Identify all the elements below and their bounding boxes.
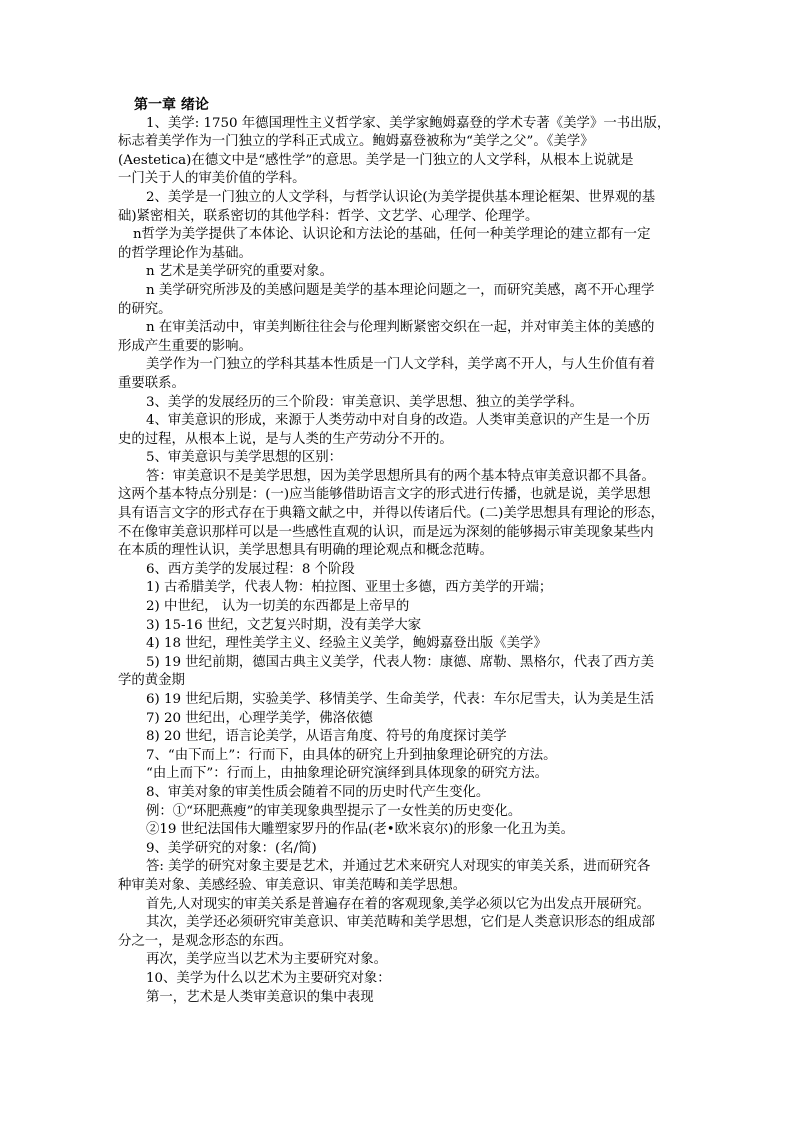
text-line: 的哲学理论作为基础。 [118, 245, 252, 261]
text-line: 首先,人对现实的审美关系是普遍存在着的客观现象,美学必须以它为出发点开展研究。 [146, 896, 650, 912]
text-line: 3、美学的发展经历的三个阶段：审美意识、美学思想、独立的美学学科。 [146, 394, 584, 410]
text-line: 8、审美对象的审美性质会随着不同的历史时代产生变化。 [146, 784, 490, 800]
text-line: 美学作为一门独立的学科其基本性质是一门人文学科，美学离不开人，与人生价值有着 [146, 357, 655, 373]
text-line: 7) 20 世纪出，心理学美学，佛洛依德 [146, 710, 373, 726]
text-line: n哲学为美学提供了本体论、认识论和方法论的基础，任何一种美学理论的建立都有一定 [133, 227, 651, 243]
text-line: n 艺术是美学研究的重要对象。 [146, 264, 333, 280]
text-line: 10、美学为什么以艺术为主要研究对象： [146, 970, 391, 986]
text-line: n 美学研究所涉及的美感问题是美学的基本理论问题之一，而研究美感，离不开心理学 [146, 282, 655, 298]
text-line: 3) 15-16 世纪，文艺复兴时期，没有美学大家 [146, 617, 422, 633]
text-line: 学的黄金期 [118, 673, 185, 689]
text-line: 重要联系。 [118, 375, 185, 391]
text-line: 础)紧密相关，联系密切的其他学科：哲学、文艺学、心理学、伦理学。 [118, 208, 539, 224]
text-line: 例：①“环肥燕瘦”的审美现象典型提示了一女性美的历史变化。 [146, 803, 522, 819]
text-line: (Aestetica)在德文中是“感性学”的意思。美学是一门独立的人文学科，从根本上说就是 [118, 152, 634, 168]
text-line: 答：审美意识不是美学思想，因为美学思想所具有的两个基本特点审美意识都不具备。 [146, 468, 655, 484]
text-line: 这两个基本特点分别是：(一)应当能够借助语言文字的形式进行传播，也就是说，美学思想 [118, 487, 651, 503]
text-line: 再次，美学应当以艺术为主要研究对象。 [146, 952, 388, 968]
text-line: 1、美学: 1750 年德国理性主义哲学家、美学家鲍姆嘉登的学术专著《美学》一书出版， [146, 115, 671, 131]
document-page [118, 96, 678, 1007]
text-line: 分之一，是观念形态的东西。 [118, 933, 293, 949]
text-line: 6) 19 世纪后期，实验美学、移情美学、生命美学，代表：车尔尼雪夫，认为美是生活 [146, 692, 654, 707]
text-line: 标志着美学作为一门独立的学科正式成立。鲍姆嘉登被称为“美学之父”。《美学》 [118, 134, 594, 150]
text-line: 1) 古希腊美学，代表人物：柏拉图、亚里士多德，西方美学的开端； [146, 580, 553, 596]
text-line: 在本质的理性认识，美学思想具有明确的理论观点和概念范畴。 [118, 543, 493, 559]
text-line: 4) 18 世纪，理性美学主义、经验主义美学，鲍姆嘉登出版《美学》 [146, 636, 547, 652]
text-line: 9、美学研究的对象：(名/简) [146, 840, 317, 856]
text-line: n 在审美活动中，审美判断往往会与伦理判断紧密交织在一起，并对审美主体的美感的 [146, 320, 655, 336]
text-line: 史的过程，从根本上说，是与人类的生产劳动分不开的。 [118, 431, 453, 447]
text-line: 不在像审美意识那样可以是一些感性直观的认识，而是远为深刻的能够揭示审美现象某些内 [118, 524, 654, 540]
text-line: 6、西方美学的发展过程：8 个阶段 [146, 561, 355, 577]
text-line: 8) 20 世纪，语言论美学，从语言角度、符号的角度探讨美学 [146, 729, 507, 745]
document-body [118, 115, 678, 1008]
text-line: 5、审美意识与美学思想的区别： [146, 450, 342, 466]
text-line: 4、审美意识的形成，来源于人类劳动中对自身的改造。人类审美意识的产生是一个历 [146, 413, 650, 429]
chapter-heading: 第一章 绪论 [134, 97, 209, 113]
text-line: 第一，艺术是人类审美意识的集中表现 [146, 989, 374, 1005]
text-line: 2、美学是一门独立的人文学科，与哲学认识论(为美学提供基本理论框架、世界观的基 [146, 189, 656, 205]
text-line: 种审美对象、美感经验、审美意识、审美范畴和美学思想。 [118, 877, 467, 893]
text-line: 答: 美学的研究对象主要是艺术，并通过艺术来研究人对现实的审美关系，进而研究各 [146, 859, 651, 875]
text-line: 其次，美学还必须研究审美意识、审美范畴和美学思想，它们是人类意识形态的组成部 [146, 915, 655, 931]
text-line: 具有语言文字的形式存在于典籍文献之中，并得以传诸后代。(二)美学思想具有理论的形态， [118, 506, 665, 522]
text-line: 7、“由下而上”：行而下，由具体的研究上升到抽象理论研究的方法。 [146, 747, 557, 763]
text-line: 2) 中世纪， 认为一切美的东西都是上帝早的 [146, 599, 410, 615]
text-line: “由上而下”：行而上，由抽象理论研究演绎到具体现象的研究方法。 [146, 766, 549, 782]
text-line: 5) 19 世纪前期，德国古典主义美学，代表人物：康德、席勒、黑格尔，代表了西方美 [146, 654, 654, 670]
text-line: 形成产生重要的影响。 [118, 338, 252, 354]
text-line: 一门关于人的审美价值的学科。 [118, 171, 306, 187]
text-line: 的研究。 [118, 301, 172, 317]
text-line: ②19 世纪法国伟大雕塑家罗丹的作品(老•欧米哀尔)的形象一化丑为美。 [146, 822, 574, 838]
